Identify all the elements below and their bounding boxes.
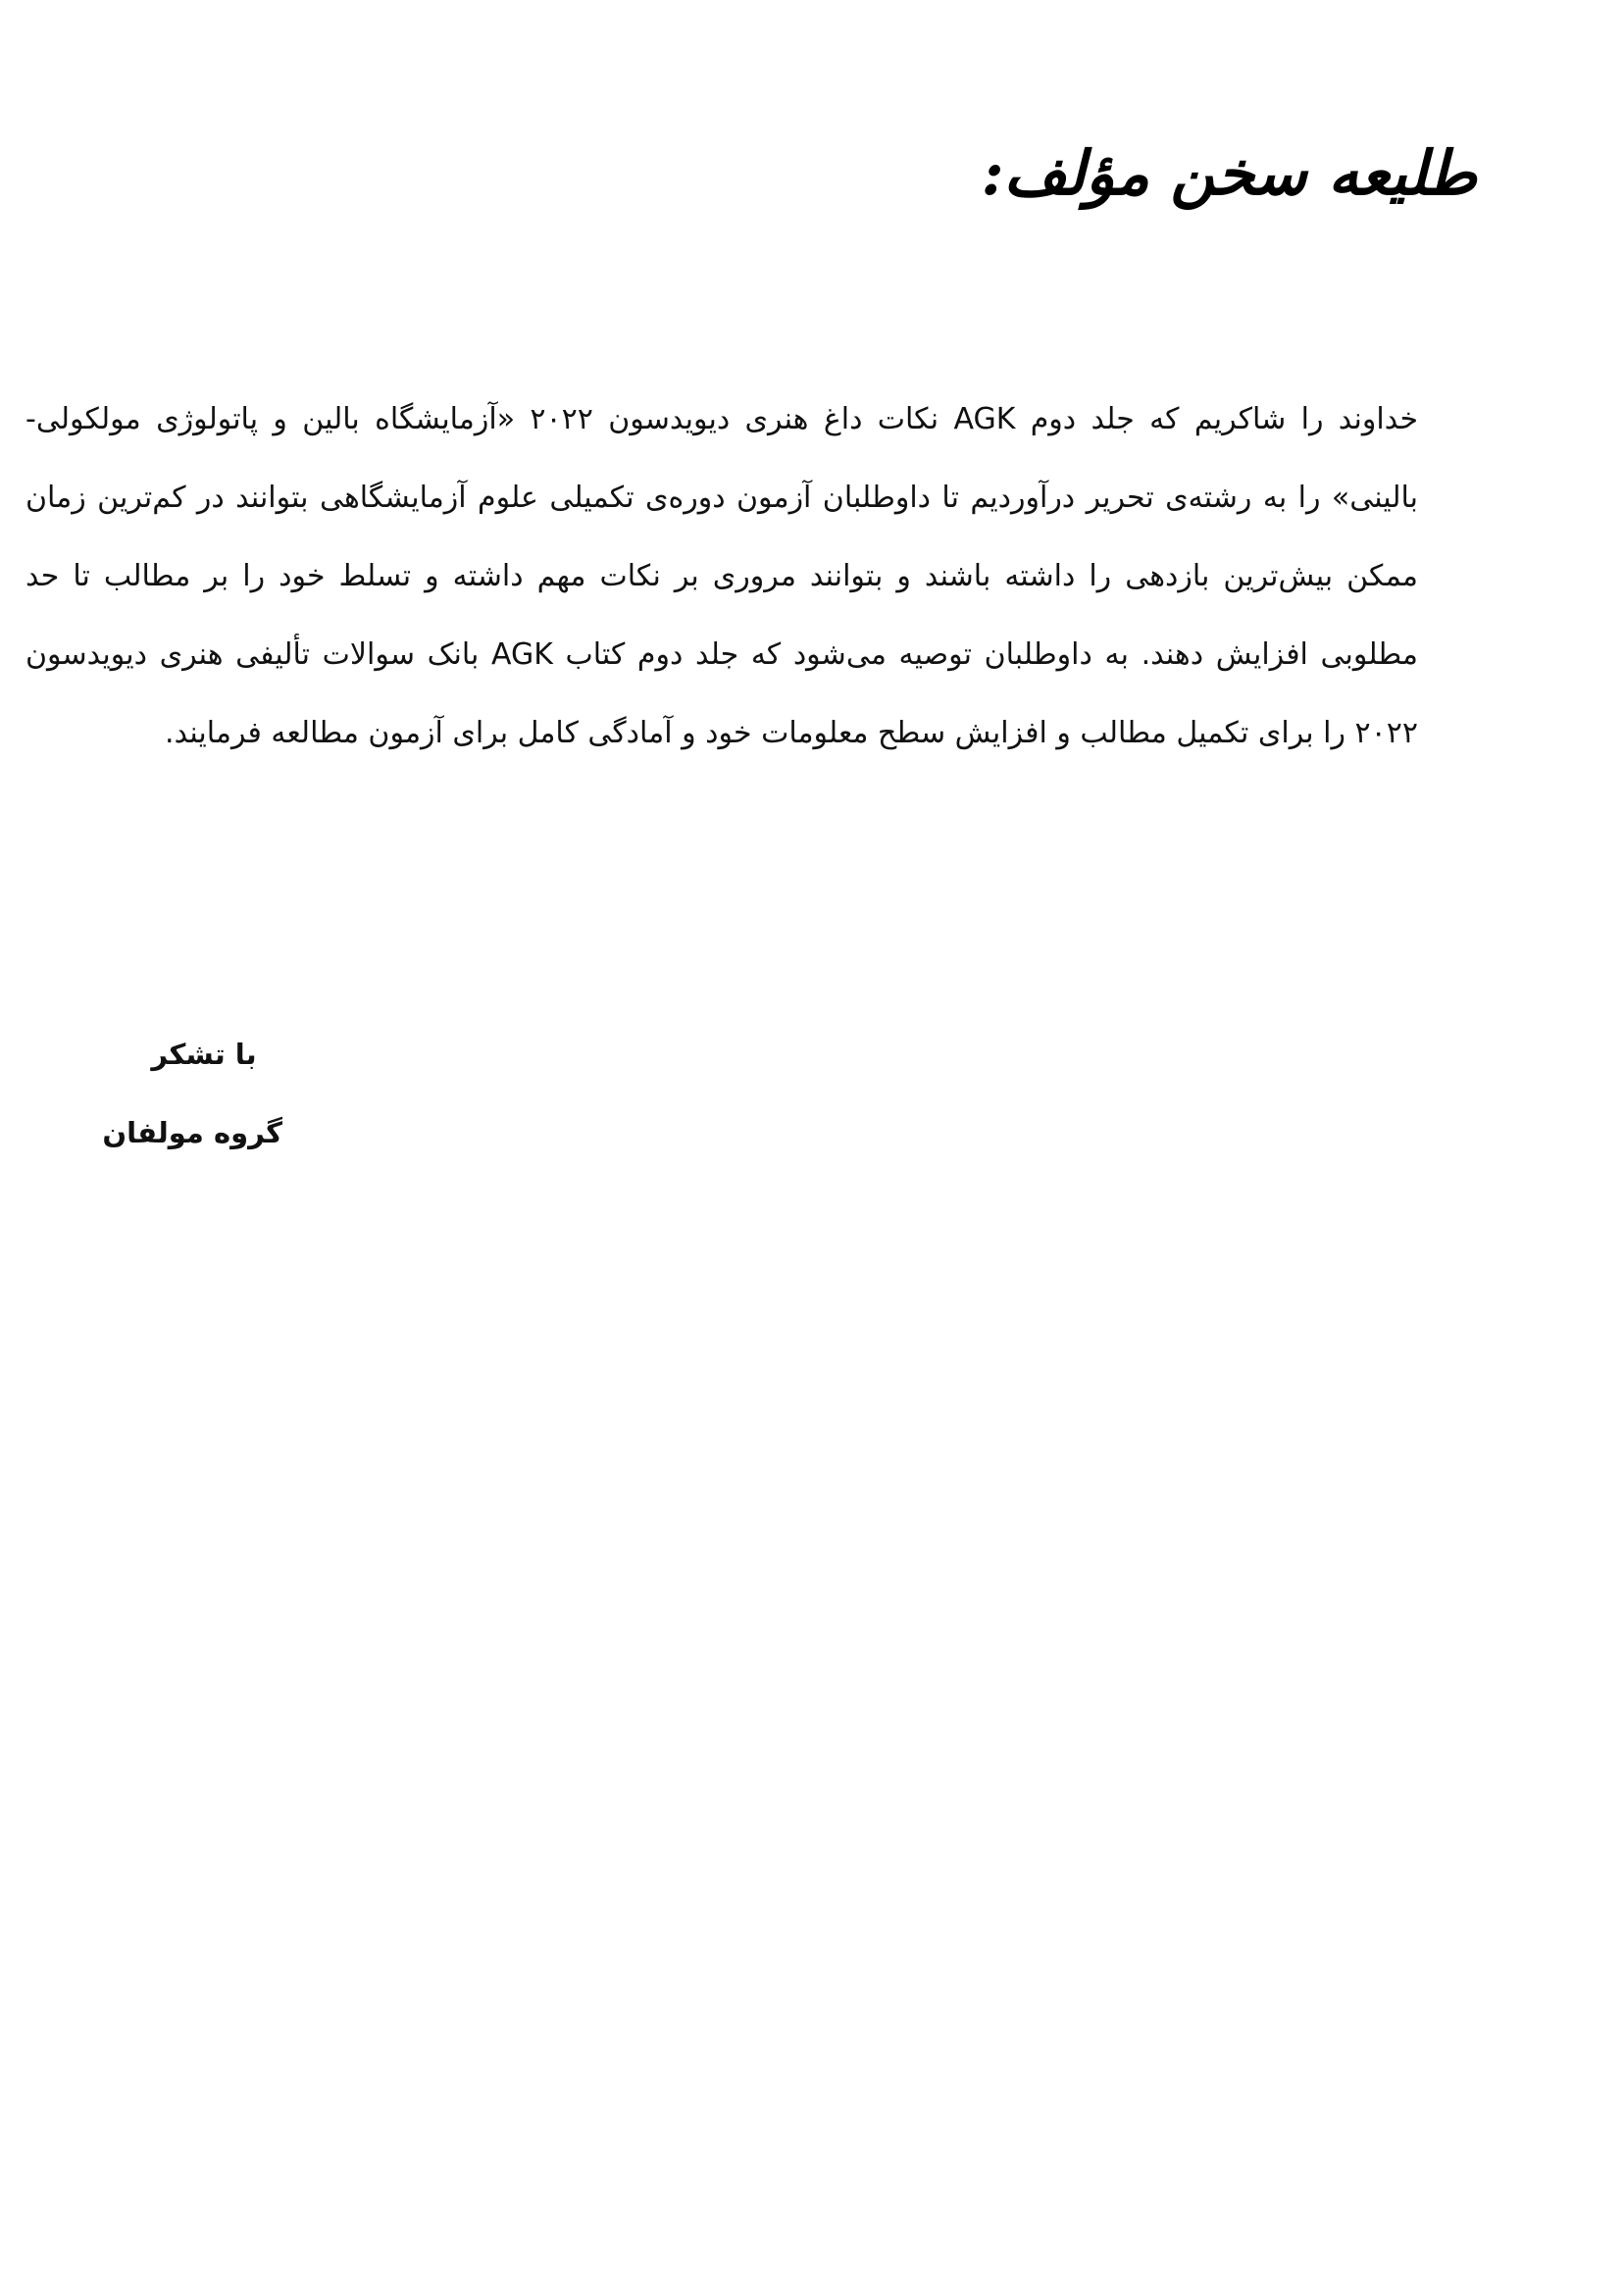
page-title: طلیعه سخن مؤلف: — [981, 137, 1477, 209]
closing-text: با تشکر — [151, 1038, 257, 1071]
signature-block — [102, 1015, 282, 1172]
authors-signature: گروه مولفان — [102, 1116, 282, 1149]
preface-paragraph: خداوند را شاکریم که جلد دوم AGK نکات داغ هنری دیویدسون ۲۰۲۲ «آزمایشگاه بالین و پاتولوژی مولکولی- بالینی» را به رشته‌ی تحریر درآوردیم تا داوطلبان آزمون دوره‌ی تکمیلی علوم آزمایشگاهی بتوانند در کم‌ترین زمان ممکن بیش‌ترین بازدهی را داشته باشند و بتوانند مروری بر نکات مهم داشته و تسلط خود را بر مطالب تا حد مطلوبی افزایش دهند. به داوطلبان توصیه می‌شود که جلد دوم کتاب AGK بانک سوالات تألیفی هنری دیویدسون ۲۰۲۲ را برای تکمیل مطالب و افزایش سطح معلومات خود و آمادگی کامل برای آزمون مطالعه فرمایند. — [25, 402, 1418, 750]
